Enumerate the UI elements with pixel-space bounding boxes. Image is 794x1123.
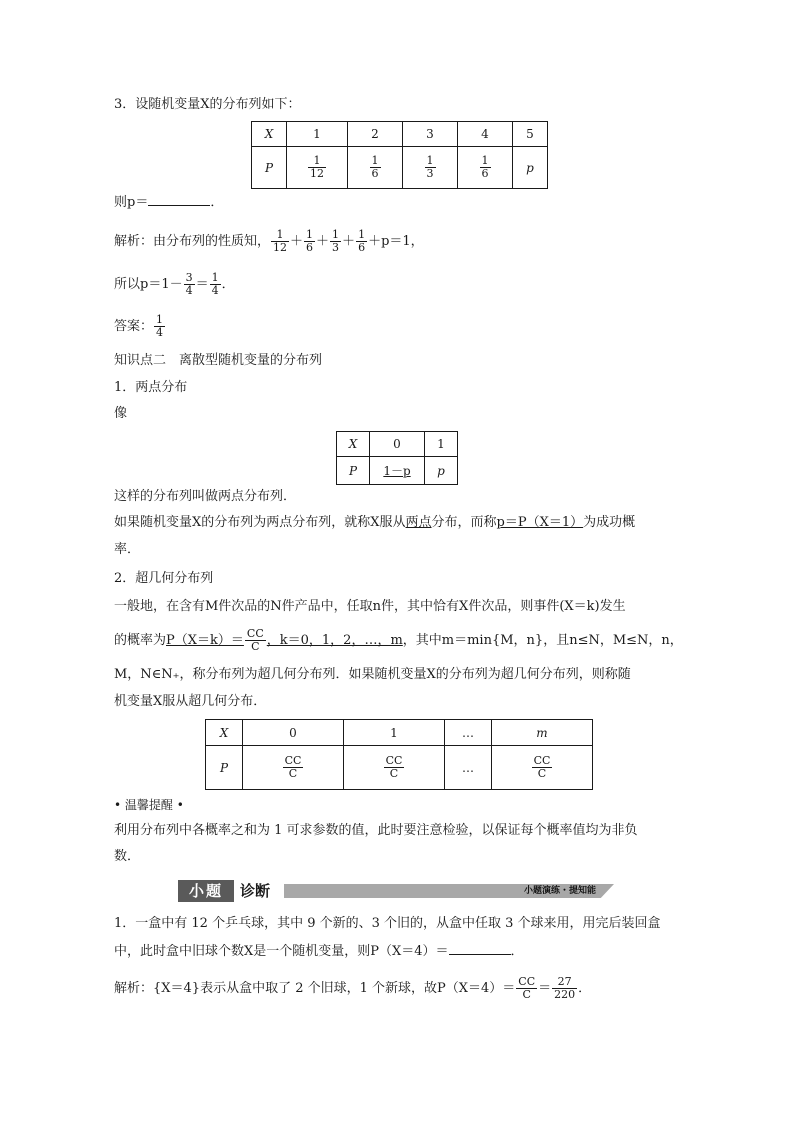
fraction: $\frac{1}{6}$ (358, 228, 366, 254)
two-point-table (336, 431, 458, 485)
q3-distribution-table (251, 121, 548, 189)
fraction: $\frac{1}{3}$ (426, 154, 434, 180)
tip-title: • 温馨提醒 • (114, 798, 184, 812)
kp2-sec2-line3: M，N∈N₊，称分布列为超几何分布列．如果随机变量X的分布列为超几何分布列，则称随 (114, 667, 631, 682)
fraction: $\frac{1}{6}$ (371, 154, 379, 180)
table-cell: … (445, 720, 492, 746)
kp2-sec2-line1: 一般地，在含有M件次品的N件产品中，任取n件，其中恰有X件次品，则事件(X＝k)发生 (114, 599, 626, 614)
table-cell: 1 (344, 720, 445, 746)
table-cell: 0 (370, 432, 425, 457)
kp2-sec1-xiang: 像 (114, 406, 128, 421)
table-cell (403, 147, 458, 189)
answer-blank (148, 193, 210, 206)
fraction: $\frac{CC}{C}$ (518, 975, 536, 1001)
fraction: $\frac{3}{4}$ (185, 271, 193, 297)
kp2-sec1-line2: 如果随机变量X的分布列为两点分布列，就称X服从两点分布，而称p＝P（X＝1）为成功概 (114, 515, 636, 530)
p1-line1: 1．一盒中有 12 个乒乓球，其中 9 个新的、3 个旧的，从盒中任取 3 个球来用，用完后装回盒 (114, 916, 661, 931)
fraction: $\frac{1}{12}$ (273, 228, 288, 254)
q3-jiexi: 解析：由分布列的性质知， $\frac{1}{12}$ ＋ $\frac{1}{6}$ ＋ $\frac{1}{3}$ ＋ $\frac{1}{6}$ ＋p＝1， (114, 228, 424, 254)
table-cell: X (337, 432, 370, 457)
kp2-sec2-line2: 的概率为P（X＝k）＝ $\frac{CC}{C}$ ，k＝0，1，2，…，m，其中m＝min{M，n}，且n≤N，M≤N，n， (114, 627, 683, 653)
fraction: $\frac{27}{220}$ (554, 975, 576, 1001)
kp2-sec1-line1: 这样的分布列叫做两点分布列． (114, 489, 297, 504)
hypergeometric-table (205, 719, 593, 790)
banner-title: 诊断 (240, 882, 271, 900)
table-cell (458, 147, 513, 189)
table-cell: X (206, 720, 243, 746)
table-cell: X (252, 122, 287, 147)
table-cell: 1－p (370, 457, 425, 485)
banner-subtitle: 小题演练・提知能 (523, 886, 596, 896)
table-cell: m (492, 720, 593, 746)
table-cell: 2 (348, 122, 403, 147)
table-cell: … (445, 746, 492, 790)
table-cell (348, 147, 403, 189)
table-cell: p (513, 147, 548, 189)
tip-line2: 数． (114, 849, 141, 864)
table-cell (492, 746, 593, 790)
banner-box: 小题 (178, 880, 234, 902)
table-cell: P (337, 457, 370, 485)
table-cell: 3 (403, 122, 458, 147)
fraction: $\frac{1}{4}$ (156, 313, 164, 339)
fraction: $\frac{1}{3}$ (332, 228, 340, 254)
fraction: $\frac{CC}{C}$ (246, 627, 264, 653)
kp2-sec2-title: 2．超几何分布列 (114, 571, 214, 586)
table-cell: P (206, 746, 243, 790)
table-cell (243, 746, 344, 790)
p1-jiexi: 解析：{X＝4}表示从盒中取了 2 个旧球，1 个新球，故P（X＝4）＝ $\frac{CC}{C}$ ＝ $\frac{27}{220}$ ． (114, 975, 592, 1001)
q3-suoyi: 所以p＝1－ $\frac{3}{4}$ ＝ $\frac{1}{4}$ ． (114, 271, 235, 297)
fraction: $\frac{1}{12}$ (310, 154, 324, 180)
fraction: $\frac{1}{6}$ (481, 154, 489, 180)
table-cell: P (252, 147, 287, 189)
p1-line2: 中，此时盒中旧球个数X是一个随机变量，则P（X＝4）＝ ． (114, 944, 524, 959)
fraction: $\frac{CC}{C}$ (284, 754, 302, 780)
table-cell: 0 (243, 720, 344, 746)
kp2-sec1-line3: 率． (114, 542, 141, 557)
table-cell (344, 746, 445, 790)
q3-stem: 3．设随机变量X的分布列如下： (114, 97, 301, 112)
tip-line1: 利用分布列中各概率之和为 1 可求参数的值，此时要注意检验，以保证每个概率值均为非负 (114, 823, 638, 838)
section-banner (178, 880, 614, 902)
table-cell: 1 (425, 432, 458, 457)
fraction: $\frac{CC}{C}$ (533, 754, 551, 780)
answer-blank (449, 942, 511, 955)
table-cell: 1 (287, 122, 348, 147)
table-cell: 5 (513, 122, 548, 147)
fraction: $\frac{1}{6}$ (306, 228, 314, 254)
q3-answer: 答案： $\frac{1}{4}$ (114, 313, 164, 339)
kp2-sec1-title: 1．两点分布 (114, 380, 188, 395)
table-cell: p (425, 457, 458, 485)
q3-ask: 则p＝ ． (114, 195, 224, 210)
fraction: $\frac{CC}{C}$ (385, 754, 403, 780)
table-cell: 4 (458, 122, 513, 147)
kp2-heading: 知识点二 离散型随机变量的分布列 (114, 353, 323, 368)
kp2-sec2-line4: 机变量X服从超几何分布． (114, 694, 267, 709)
table-cell (287, 147, 348, 189)
fraction: $\frac{1}{4}$ (211, 271, 219, 297)
